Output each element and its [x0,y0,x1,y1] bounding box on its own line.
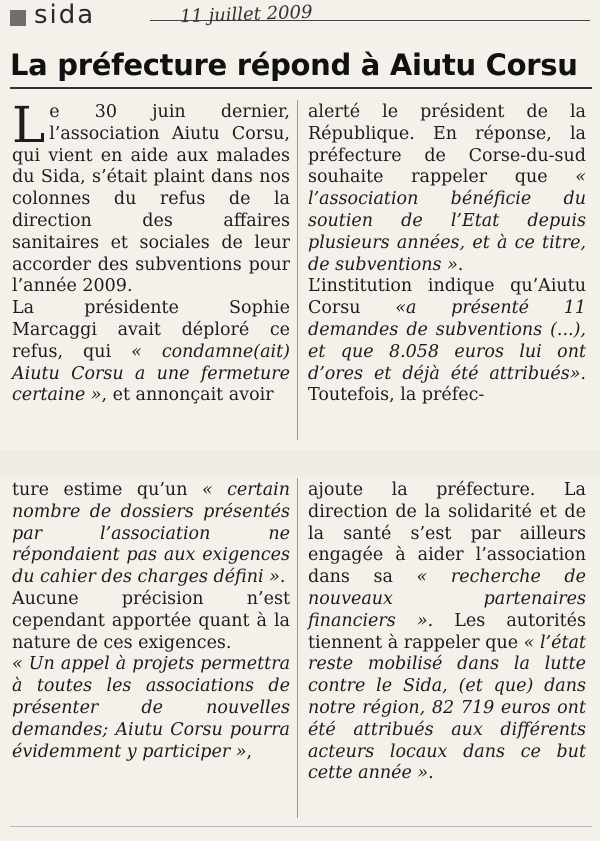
article-column-2 [308,102,586,407]
bottom-rule [10,826,592,827]
quote: « condamne(ait) Aiutu Corsu a une fermeture certaine » [12,341,291,406]
text: . Toutefois, la préfec- [308,363,586,406]
quote: « certain nombre de dossiers présentés par l’association ne répondaient pas aux exigences du cahier des charges défini » [12,480,290,588]
clipping-gap [0,450,600,476]
quote: « l’association bénéficie du soutien de l’Etat depuis plusieurs années, et à ce titre, de subventions » [308,167,586,275]
headline-rule [10,87,592,89]
text: . [428,763,434,784]
text: , [246,741,253,762]
paragraph [12,480,290,589]
text: , et annonçait avoir [101,385,274,406]
quote: « recherche de nouveaux partenaires financiers » [308,567,586,631]
article-column-4 [308,480,586,785]
article-column-3 [12,480,290,763]
paragraph [12,589,290,654]
text: . [457,254,464,275]
text: L’institution indique qu’Aiutu Corsu [308,276,586,319]
column-divider [297,100,298,440]
text: alerté le président de la République. En réponse, la préfecture de Corse-du-sud souhaite rappeler que [308,102,586,188]
article-headline: La préfecture répond à Aiutu Corsu [10,48,578,82]
text: La présidente Sophie Marcaggi avait déploré ce refus, qui [12,298,290,362]
quote: « l’état reste mobilisé dans la lutte contre le Sida, (et que) dans notre région, 82 719 euros ont été attribués aux différents acteurs locaux dans ce but cette année » [308,632,586,784]
quote: «a présenté 11 demandes de subventions (...), et que 8.058 euros lui ont d’ores et déjà été attribués» [308,298,586,384]
text: e 30 juin dernier, l’association Aiutu Corsu, qui vient en aide aux malades du Sida, s’était plaint dans nos colonnes du refus de la direction des affaires sanitaires et sociales de leur accorder des subventions pour l’année 2009. [12,102,290,297]
paragraph [12,298,290,407]
section-label: sida [34,0,96,30]
drop-cap: L [12,96,46,154]
handwritten-date: 11 juillet 2009 [179,1,313,28]
paragraph [308,480,586,785]
text: Aucune précision n’est cependant apportée quant à la nature de ces exigences. [12,588,290,653]
section-marker-icon [10,10,26,26]
paragraph [12,96,290,298]
text: . Les autorités tiennent à rappeler que [308,610,586,653]
text: . [279,567,286,588]
paragraph [12,654,290,763]
column-divider [297,478,298,818]
paragraph [308,276,586,407]
article-column-1 [12,96,291,407]
section-header [10,0,590,34]
text: ture estime qu’un [12,480,202,500]
text: ajoute la préfecture. La direction de la solidarité et de la santé s’est par ailleurs engagée à aider l’association dans sa [308,480,586,588]
paragraph [308,102,586,276]
quote: « Un appel à projets permettra à toutes les associations de présenter de nouvelles demandes; Aiutu Corsu pourra évidemment y participer » [12,654,290,762]
